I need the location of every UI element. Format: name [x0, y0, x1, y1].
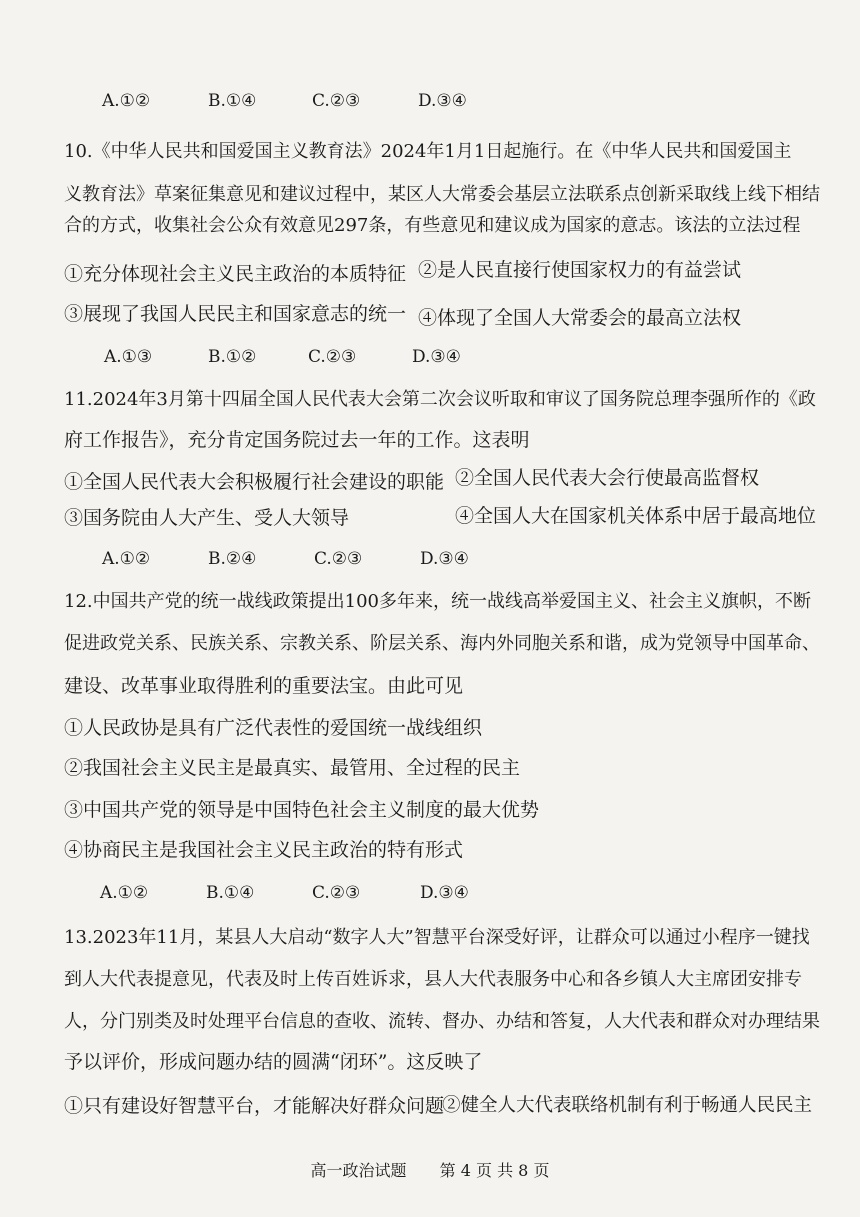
q12-stem-line-3: 建设、改革事业取得胜利的重要法宝。由此可见 [64, 675, 464, 697]
q10-option-b: B.①② [208, 347, 257, 367]
q12-statement-1: ①人民政协是具有广泛代表性的爱国统一战线组织 [64, 717, 483, 739]
q9-option-b: B.①④ [208, 91, 257, 111]
q10-stem-line-2: 义教育法》草案征集意见和建议过程中，某区人大常委会基层立法联系点创新采取线上线下相结 [64, 184, 820, 205]
q12-option-a: A.①② [100, 883, 149, 903]
footer-page-number: 第 4 页 共 8 页 [439, 1161, 550, 1180]
q12-stem-line-1: 12.中国共产党的统一战线政策提出100多年来，统一战线高举爱国主义、社会主义旗帜，不断 [64, 591, 811, 612]
q12-stem-line-2: 促进政党关系、民族关系、宗教关系、阶层关系、海内外同胞关系和谐，成为党领导中国革命、 [64, 633, 820, 654]
q13-statement-2: ②健全人大代表联络机制有利于畅通人民民主 [442, 1095, 813, 1116]
q10-stem-line-3: 合的方式，收集社会公众有效意见297条，有些意见和建议成为国家的意志。该法的立法过程 [64, 215, 801, 236]
q10-statement-2: ②是人民直接行使国家权力的有益尝试 [418, 259, 742, 281]
q10-statement-4: ④体现了全国人大常委会的最高立法权 [418, 307, 742, 329]
q9-option-d: D.③④ [418, 91, 467, 111]
q10-statement-1: ①充分体现社会主义民主政治的本质特征 [64, 263, 407, 285]
q10-option-a: A.①③ [104, 347, 153, 367]
q11-option-a: A.①② [102, 549, 151, 569]
q13-statement-1: ①只有建设好智慧平台，才能解决好群众问题 [64, 1095, 445, 1117]
q11-option-c: C.②③ [314, 549, 363, 569]
q12-option-c: C.②③ [312, 883, 361, 903]
q13-stem-line-2: 到人大代表提意见，代表及时上传百姓诉求，县人大代表服务中心和各乡镇人大主席团安排专 [64, 969, 802, 990]
q11-statement-3: ③国务院由人大产生、受人大领导 [64, 507, 350, 529]
q10-statement-3: ③展现了我国人民民主和国家意志的统一 [64, 303, 407, 325]
q13-stem-line-1: 13.2023年11月，某县人大启动“数字人大”智慧平台深受好评，让群众可以通过小程序一键找 [64, 927, 810, 948]
page-footer [0, 1158, 860, 1181]
q12-option-b: B.①④ [206, 883, 255, 903]
q11-statement-2: ②全国人民代表大会行使最高监督权 [455, 467, 760, 489]
q9-option-c: C.②③ [312, 91, 361, 111]
q11-statement-1: ①全国人民代表大会积极履行社会建设的职能 [64, 471, 445, 493]
footer-subject: 高一政治试题 [310, 1161, 407, 1180]
q9-option-a: A.①② [102, 91, 151, 111]
q13-stem-line-3: 人，分门别类及时处理平台信息的查收、流转、督办、办结和答复，人大代表和群众对办理结果 [64, 1011, 820, 1032]
q12-statement-2: ②我国社会主义民主是最真实、最管用、全过程的民主 [64, 757, 521, 779]
q11-stem-line-1: 11.2024年3月第十四届全国人民代表大会第二次会议听取和审议了国务院总理李强所作的《政 [64, 389, 816, 410]
q12-statement-4: ④协商民主是我国社会主义民主政治的特有形式 [64, 839, 464, 861]
q10-option-c: C.②③ [308, 347, 357, 367]
q11-stem-line-2: 府工作报告》，充分肯定国务院过去一年的工作。这表明 [64, 429, 530, 451]
q11-option-b: B.②④ [208, 549, 257, 569]
q12-statement-3: ③中国共产党的领导是中国特色社会主义制度的最大优势 [64, 799, 540, 821]
q11-option-d: D.③④ [420, 549, 469, 569]
q13-stem-line-4: 予以评价，形成问题办结的圆满“闭环”。这反映了 [64, 1051, 483, 1073]
q10-stem-line-1: 10.《中华人民共和国爱国主义教育法》2024年1月1日起施行。在《中华人民共和国爱国主 [64, 141, 792, 162]
q11-statement-4: ④全国人大在国家机关体系中居于最高地位 [455, 505, 817, 527]
q12-option-d: D.③④ [420, 883, 469, 903]
q10-option-d: D.③④ [412, 347, 461, 367]
